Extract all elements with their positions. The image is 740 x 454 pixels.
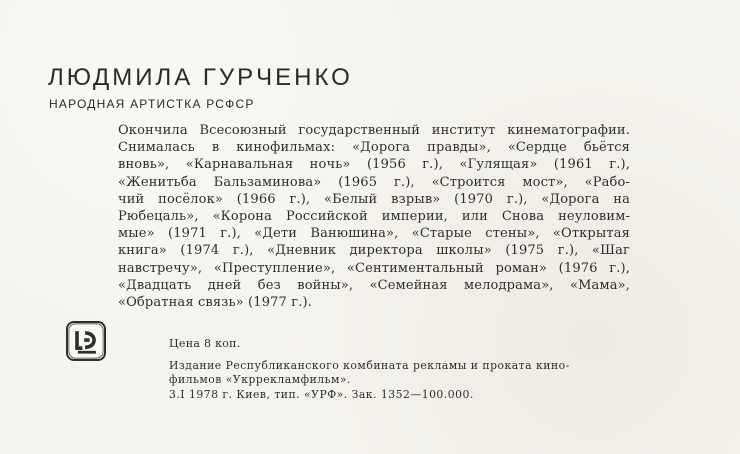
bio-line: навстречу», «Преступление», «Сентиментальный роман» (1976 г.), (118, 260, 630, 276)
publisher-line: фильмов «Укррекламфильм». (169, 373, 351, 387)
bio-line: Окончила Всесоюзный государственный институт кинематографии. (118, 123, 630, 138)
subtitle: НАРОДНАЯ АРТИСТКА РСФСР (49, 97, 255, 111)
publisher-line: 3.I 1978 г. Киев, тип. «УРФ». Зак. 1352—100.000. (169, 387, 474, 401)
price-label: Цена 8 коп. (169, 337, 241, 350)
publisher-emblem-icon (66, 321, 106, 361)
biography-text (118, 122, 630, 311)
bio-line: «Обратная связь» (1977 г.). (118, 295, 312, 311)
publisher-info (169, 359, 570, 402)
page-title: ЛЮДМИЛА ГУРЧЕНКО (48, 64, 353, 91)
bio-line: чий посёлок» (1966 г.), «Белый взрыв» (1970 г.), «Дорога на (118, 191, 630, 207)
bio-line: Снималась в кинофильмах: «Дорога правды», «Сердце бьётся (118, 140, 630, 156)
bio-line: мые» (1971 г.), «Дети Ванюшина», «Старые стены», «Открытая (118, 226, 630, 242)
bio-line: вновь», «Карнавальная ночь» (1956 г.), «Гулящая» (1961 г.), (118, 157, 630, 173)
bio-line: книга» (1974 г.), «Дневник директора школы» (1975 г.), «Шаг (118, 243, 630, 259)
bio-line: «Двадцать дней без войны», «Семейная мелодрама», «Мама», (118, 277, 630, 293)
bio-line: Рюбецаль», «Корона Российской империи, или Снова неуловим- (118, 209, 630, 225)
publisher-line: Издание Республиканского комбината рекламы и проката кино- (169, 359, 570, 372)
bio-line: «Женитьба Бальзаминова» (1965 г.), «Строится мост», «Рабо- (118, 174, 630, 190)
